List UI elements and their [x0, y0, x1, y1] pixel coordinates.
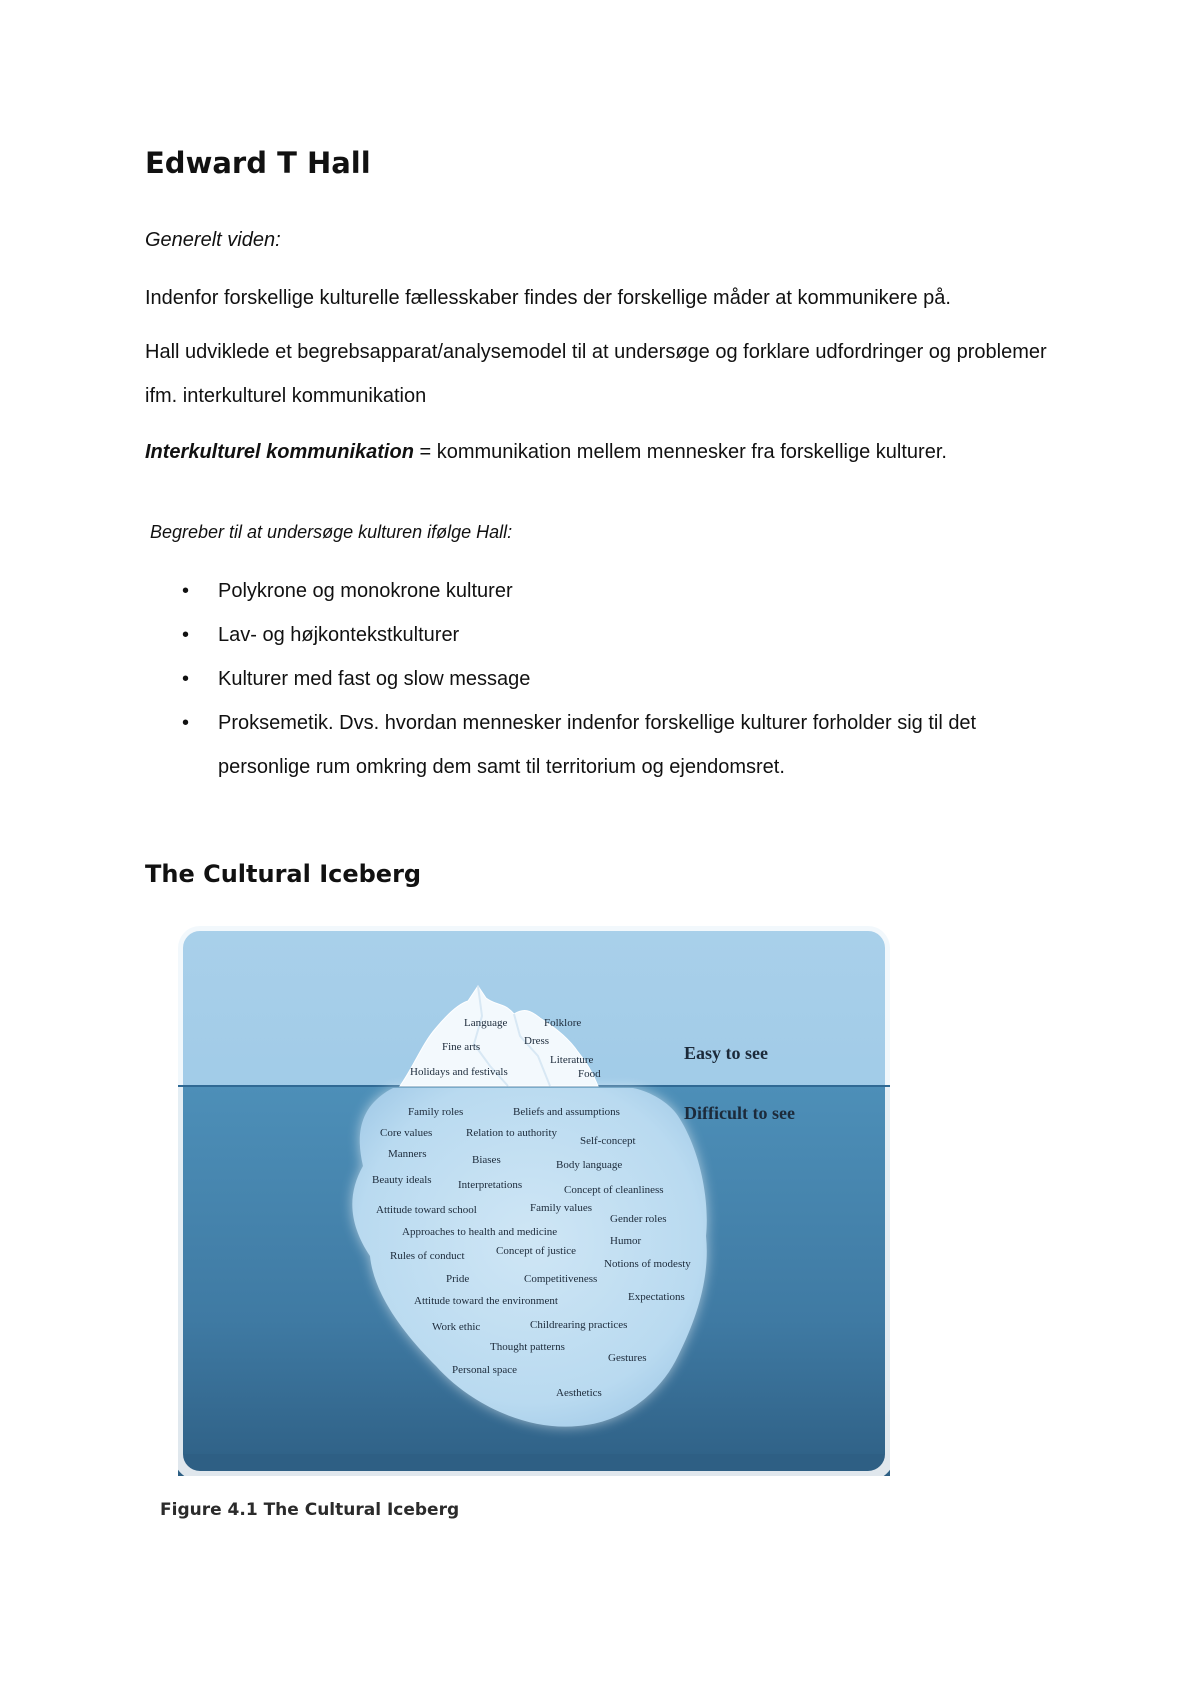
iceberg-word: Rules of conduct [390, 1250, 465, 1262]
iceberg-word: Concept of justice [496, 1245, 577, 1257]
iceberg-illustration [178, 926, 890, 1476]
list-item: • Kulturer med fast og slow message [145, 657, 1065, 701]
iceberg-word: Beauty ideals [372, 1174, 432, 1186]
iceberg-word: Work ethic [432, 1321, 481, 1333]
bullet-icon: • [182, 580, 190, 602]
difficult-to-see-label: Difficult to see [684, 1103, 795, 1123]
bullet-icon: • [182, 624, 190, 646]
iceberg-word: Biases [472, 1154, 501, 1166]
iceberg-word: Language [464, 1017, 508, 1029]
paragraph-3 [145, 430, 1085, 474]
paragraph-2: Hall udviklede et begrebsapparat/analysemodel til at undersøge og forklare udfordringer og problemer ifm. interkulturel kommunikation [145, 341, 1047, 407]
list-item: • Polykrone og monokrone kulturer [145, 569, 1065, 613]
iceberg-word: Gestures [608, 1352, 647, 1364]
list-item: • Lav- og højkontekstkulturer [145, 613, 1065, 657]
iceberg-word: Notions of modesty [604, 1258, 691, 1270]
iceberg-word: Personal space [452, 1364, 518, 1376]
intro-label: Generelt viden: [145, 229, 281, 251]
concepts-list [145, 569, 1065, 789]
iceberg-word: Gender roles [610, 1213, 667, 1225]
iceberg-word: Core values [380, 1127, 433, 1139]
iceberg-word: Approaches to health and medicine [402, 1226, 558, 1238]
iceberg-word: Competitiveness [524, 1273, 598, 1285]
easy-to-see-label: Easy to see [684, 1043, 768, 1063]
iceberg-word: Pride [446, 1273, 470, 1285]
iceberg-word: Relation to authority [466, 1127, 558, 1139]
iceberg-word: Food [578, 1068, 601, 1080]
iceberg-word: Holidays and festivals [410, 1066, 508, 1078]
iceberg-word: Literature [550, 1054, 594, 1066]
iceberg-word: Aesthetics [556, 1387, 602, 1399]
iceberg-word: Body language [556, 1159, 623, 1171]
definition-text: = kommunikation mellem mennesker fra forskellige kulturer. [413, 441, 947, 463]
paragraph-1: Indenfor forskellige kulturelle fællesskaber findes der forskellige måder at kommunikere på. [145, 287, 951, 309]
bullet-icon: • [182, 668, 190, 690]
iceberg-word: Expectations [628, 1291, 685, 1303]
iceberg-word: Manners [388, 1148, 427, 1160]
cultural-iceberg-figure [178, 926, 890, 1476]
iceberg-word: Interpretations [458, 1179, 523, 1191]
iceberg-word: Folklore [544, 1017, 582, 1029]
iceberg-word: Self-concept [580, 1135, 636, 1147]
section-title: The Cultural Iceberg [145, 860, 422, 888]
iceberg-word: Family values [530, 1202, 593, 1214]
iceberg-word: Attitude toward school [376, 1204, 477, 1216]
iceberg-word: Humor [610, 1235, 642, 1247]
iceberg-word: Dress [524, 1035, 550, 1047]
iceberg-word: Family roles [408, 1106, 464, 1118]
bullet-icon: • [182, 712, 190, 734]
iceberg-word: Concept of cleanliness [564, 1184, 664, 1196]
iceberg-word: Attitude toward the environment [414, 1295, 558, 1307]
term-interkulturel-kommunikation: Interkulturel kommunikation [145, 441, 414, 463]
list-item: • Proksemetik. Dvs. hvordan mennesker indenfor forskellige kulturer forholder sig til det personlige rum omkring dem samt til territorium og ejendomsret. [145, 701, 1065, 789]
iceberg-word: Beliefs and assumptions [513, 1106, 620, 1118]
iceberg-word: Fine arts [442, 1041, 481, 1053]
concepts-heading: Begreber til at undersøge kulturen ifølge Hall: [150, 522, 513, 542]
iceberg-word: Childrearing practices [530, 1319, 628, 1331]
figure-caption: Figure 4.1 The Cultural Iceberg [160, 1500, 460, 1520]
iceberg-word: Thought patterns [490, 1341, 565, 1353]
page-title: Edward T Hall [145, 146, 371, 180]
